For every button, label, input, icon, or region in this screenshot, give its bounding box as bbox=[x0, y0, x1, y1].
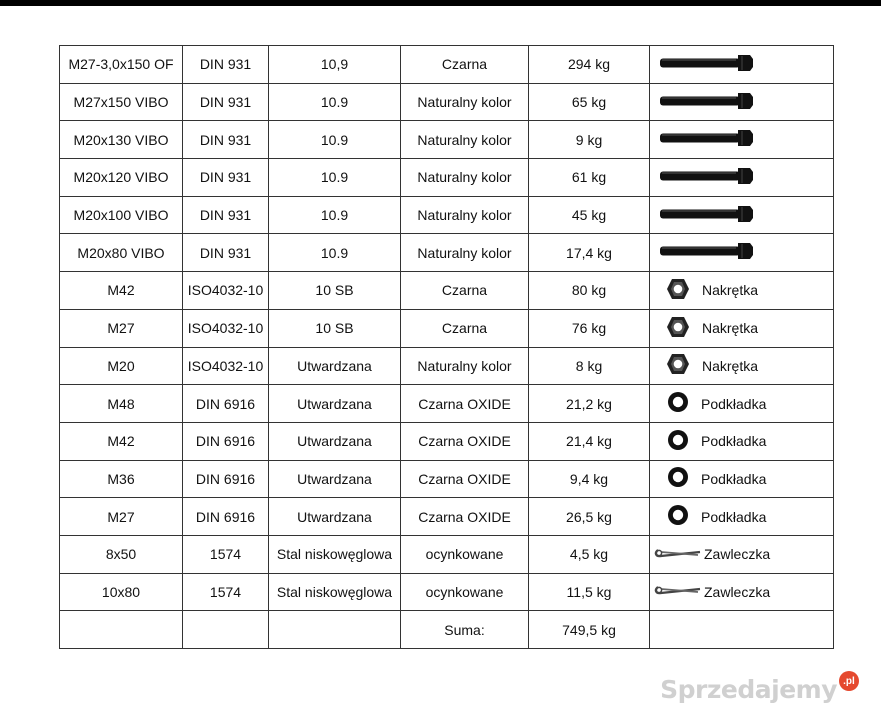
item-image-cell bbox=[650, 385, 834, 423]
weight-cell: 26,5 kg bbox=[529, 498, 650, 536]
standard-cell: DIN 6916 bbox=[183, 498, 269, 536]
grade-cell: 10,9 bbox=[269, 46, 401, 84]
weight-cell: 45 kg bbox=[529, 196, 650, 234]
item-image-cell bbox=[650, 272, 834, 310]
thread-size-cell: M48 bbox=[60, 385, 183, 423]
table-row bbox=[60, 159, 834, 197]
weight-cell: 80 kg bbox=[529, 272, 650, 310]
cotter-pin-icon bbox=[654, 580, 702, 603]
standard-cell: DIN 931 bbox=[183, 196, 269, 234]
standard-cell: DIN 931 bbox=[183, 159, 269, 197]
thread-size-cell: M27 bbox=[60, 309, 183, 347]
grade-cell: 10.9 bbox=[269, 159, 401, 197]
finish-cell: Czarna bbox=[401, 46, 529, 84]
total-row bbox=[60, 611, 834, 649]
standard-cell: 1574 bbox=[183, 535, 269, 573]
total-empty-cell bbox=[650, 611, 834, 649]
washer-icon bbox=[667, 466, 689, 491]
weight-cell: 9,4 kg bbox=[529, 460, 650, 498]
weight-cell: 294 kg bbox=[529, 46, 650, 84]
table-row bbox=[60, 385, 834, 423]
total-label: Suma: bbox=[401, 611, 529, 649]
finish-cell: Naturalny kolor bbox=[401, 347, 529, 385]
thread-size-cell: M20 bbox=[60, 347, 183, 385]
thread-size-cell: M20x130 VIBO bbox=[60, 121, 183, 159]
item-type-label: Podkładka bbox=[701, 470, 767, 487]
finish-cell: Naturalny kolor bbox=[401, 234, 529, 272]
weight-cell: 4,5 kg bbox=[529, 535, 650, 573]
thread-size-cell: M27x150 VIBO bbox=[60, 83, 183, 121]
item-image-cell bbox=[650, 234, 834, 272]
weight-cell: 76 kg bbox=[529, 309, 650, 347]
item-image-cell bbox=[650, 121, 834, 159]
standard-cell: ISO4032-10 bbox=[183, 347, 269, 385]
finish-cell: Naturalny kolor bbox=[401, 121, 529, 159]
bolt-icon bbox=[658, 125, 756, 154]
washer-icon bbox=[667, 429, 689, 454]
item-type-label: Podkładka bbox=[701, 433, 767, 450]
item-image-cell bbox=[650, 347, 834, 385]
finish-cell: Naturalny kolor bbox=[401, 83, 529, 121]
standard-cell: DIN 931 bbox=[183, 83, 269, 121]
table-row bbox=[60, 121, 834, 159]
finish-cell: Naturalny kolor bbox=[401, 196, 529, 234]
grade-cell: 10 SB bbox=[269, 309, 401, 347]
grade-cell: 10.9 bbox=[269, 196, 401, 234]
total-empty-cell bbox=[269, 611, 401, 649]
grade-cell: Utwardzana bbox=[269, 460, 401, 498]
item-type-label: Nakrętka bbox=[702, 357, 759, 374]
thread-size-cell: M27 bbox=[60, 498, 183, 536]
table-row bbox=[60, 498, 834, 536]
thread-size-cell: M36 bbox=[60, 460, 183, 498]
watermark-logo bbox=[660, 675, 859, 704]
table-row bbox=[60, 272, 834, 310]
grade-cell: Utwardzana bbox=[269, 347, 401, 385]
table-row bbox=[60, 46, 834, 84]
total-weight: 749,5 kg bbox=[529, 611, 650, 649]
finish-cell: Czarna bbox=[401, 272, 529, 310]
standard-cell: DIN 931 bbox=[183, 46, 269, 84]
item-image-cell bbox=[650, 498, 834, 536]
item-type-label: Nakrętka bbox=[702, 320, 759, 337]
item-image-cell bbox=[650, 196, 834, 234]
thread-size-cell: 8x50 bbox=[60, 535, 183, 573]
table-row bbox=[60, 535, 834, 573]
thread-size-cell: 10x80 bbox=[60, 573, 183, 611]
item-type-label: Nakrętka bbox=[702, 282, 759, 299]
weight-cell: 21,2 kg bbox=[529, 385, 650, 423]
item-type-label: Podkładka bbox=[701, 395, 767, 412]
item-image-cell bbox=[650, 573, 834, 611]
standard-cell: DIN 6916 bbox=[183, 460, 269, 498]
standard-cell: DIN 6916 bbox=[183, 385, 269, 423]
thread-size-cell: M27-3,0x150 OF bbox=[60, 46, 183, 84]
table-row bbox=[60, 196, 834, 234]
parts-table bbox=[59, 45, 834, 649]
item-image-cell bbox=[650, 46, 834, 84]
weight-cell: 61 kg bbox=[529, 159, 650, 197]
finish-cell: Czarna OXIDE bbox=[401, 460, 529, 498]
table-row bbox=[60, 573, 834, 611]
grade-cell: Utwardzana bbox=[269, 498, 401, 536]
bolt-icon bbox=[658, 163, 756, 192]
item-image-cell bbox=[650, 460, 834, 498]
thread-size-cell: M20x100 VIBO bbox=[60, 196, 183, 234]
grade-cell: Utwardzana bbox=[269, 385, 401, 423]
finish-cell: Czarna OXIDE bbox=[401, 422, 529, 460]
thread-size-cell: M42 bbox=[60, 272, 183, 310]
grade-cell: Stal niskowęglowa bbox=[269, 573, 401, 611]
standard-cell: DIN 6916 bbox=[183, 422, 269, 460]
thread-size-cell: M20x120 VIBO bbox=[60, 159, 183, 197]
bolt-icon bbox=[658, 201, 756, 230]
bolt-icon bbox=[658, 88, 756, 117]
cotter-pin-icon bbox=[654, 543, 702, 566]
table-row bbox=[60, 460, 834, 498]
weight-cell: 65 kg bbox=[529, 83, 650, 121]
bolt-icon bbox=[658, 238, 756, 267]
item-image-cell bbox=[650, 159, 834, 197]
table-row bbox=[60, 347, 834, 385]
item-type-label: Zawleczka bbox=[704, 546, 771, 563]
washer-icon bbox=[667, 504, 689, 529]
weight-cell: 8 kg bbox=[529, 347, 650, 385]
table-row bbox=[60, 234, 834, 272]
standard-cell: DIN 931 bbox=[183, 121, 269, 159]
bolt-icon bbox=[658, 50, 756, 79]
grade-cell: 10.9 bbox=[269, 234, 401, 272]
item-image-cell bbox=[650, 309, 834, 347]
table-row bbox=[60, 83, 834, 121]
standard-cell: DIN 931 bbox=[183, 234, 269, 272]
finish-cell: Czarna OXIDE bbox=[401, 385, 529, 423]
watermark-text: Sprzedajemy bbox=[660, 675, 837, 704]
grade-cell: Stal niskowęglowa bbox=[269, 535, 401, 573]
nut-icon bbox=[666, 316, 690, 341]
weight-cell: 17,4 kg bbox=[529, 234, 650, 272]
finish-cell: Czarna bbox=[401, 309, 529, 347]
item-image-cell bbox=[650, 535, 834, 573]
standard-cell: ISO4032-10 bbox=[183, 272, 269, 310]
standard-cell: ISO4032-10 bbox=[183, 309, 269, 347]
nut-icon bbox=[666, 353, 690, 378]
standard-cell: 1574 bbox=[183, 573, 269, 611]
table-row bbox=[60, 309, 834, 347]
finish-cell: ocynkowane bbox=[401, 573, 529, 611]
item-image-cell bbox=[650, 83, 834, 121]
top-border-bar bbox=[0, 0, 881, 6]
thread-size-cell: M20x80 VIBO bbox=[60, 234, 183, 272]
grade-cell: 10.9 bbox=[269, 121, 401, 159]
grade-cell: 10 SB bbox=[269, 272, 401, 310]
finish-cell: Czarna OXIDE bbox=[401, 498, 529, 536]
grade-cell: Utwardzana bbox=[269, 422, 401, 460]
finish-cell: ocynkowane bbox=[401, 535, 529, 573]
weight-cell: 21,4 kg bbox=[529, 422, 650, 460]
weight-cell: 11,5 kg bbox=[529, 573, 650, 611]
watermark-badge: .pl bbox=[839, 671, 859, 691]
thread-size-cell: M42 bbox=[60, 422, 183, 460]
item-type-label: Zawleczka bbox=[704, 583, 771, 600]
table-row bbox=[60, 422, 834, 460]
total-empty-cell bbox=[183, 611, 269, 649]
nut-icon bbox=[666, 278, 690, 303]
item-image-cell bbox=[650, 422, 834, 460]
total-empty-cell bbox=[60, 611, 183, 649]
grade-cell: 10.9 bbox=[269, 83, 401, 121]
washer-icon bbox=[667, 391, 689, 416]
weight-cell: 9 kg bbox=[529, 121, 650, 159]
finish-cell: Naturalny kolor bbox=[401, 159, 529, 197]
item-type-label: Podkładka bbox=[701, 508, 767, 525]
